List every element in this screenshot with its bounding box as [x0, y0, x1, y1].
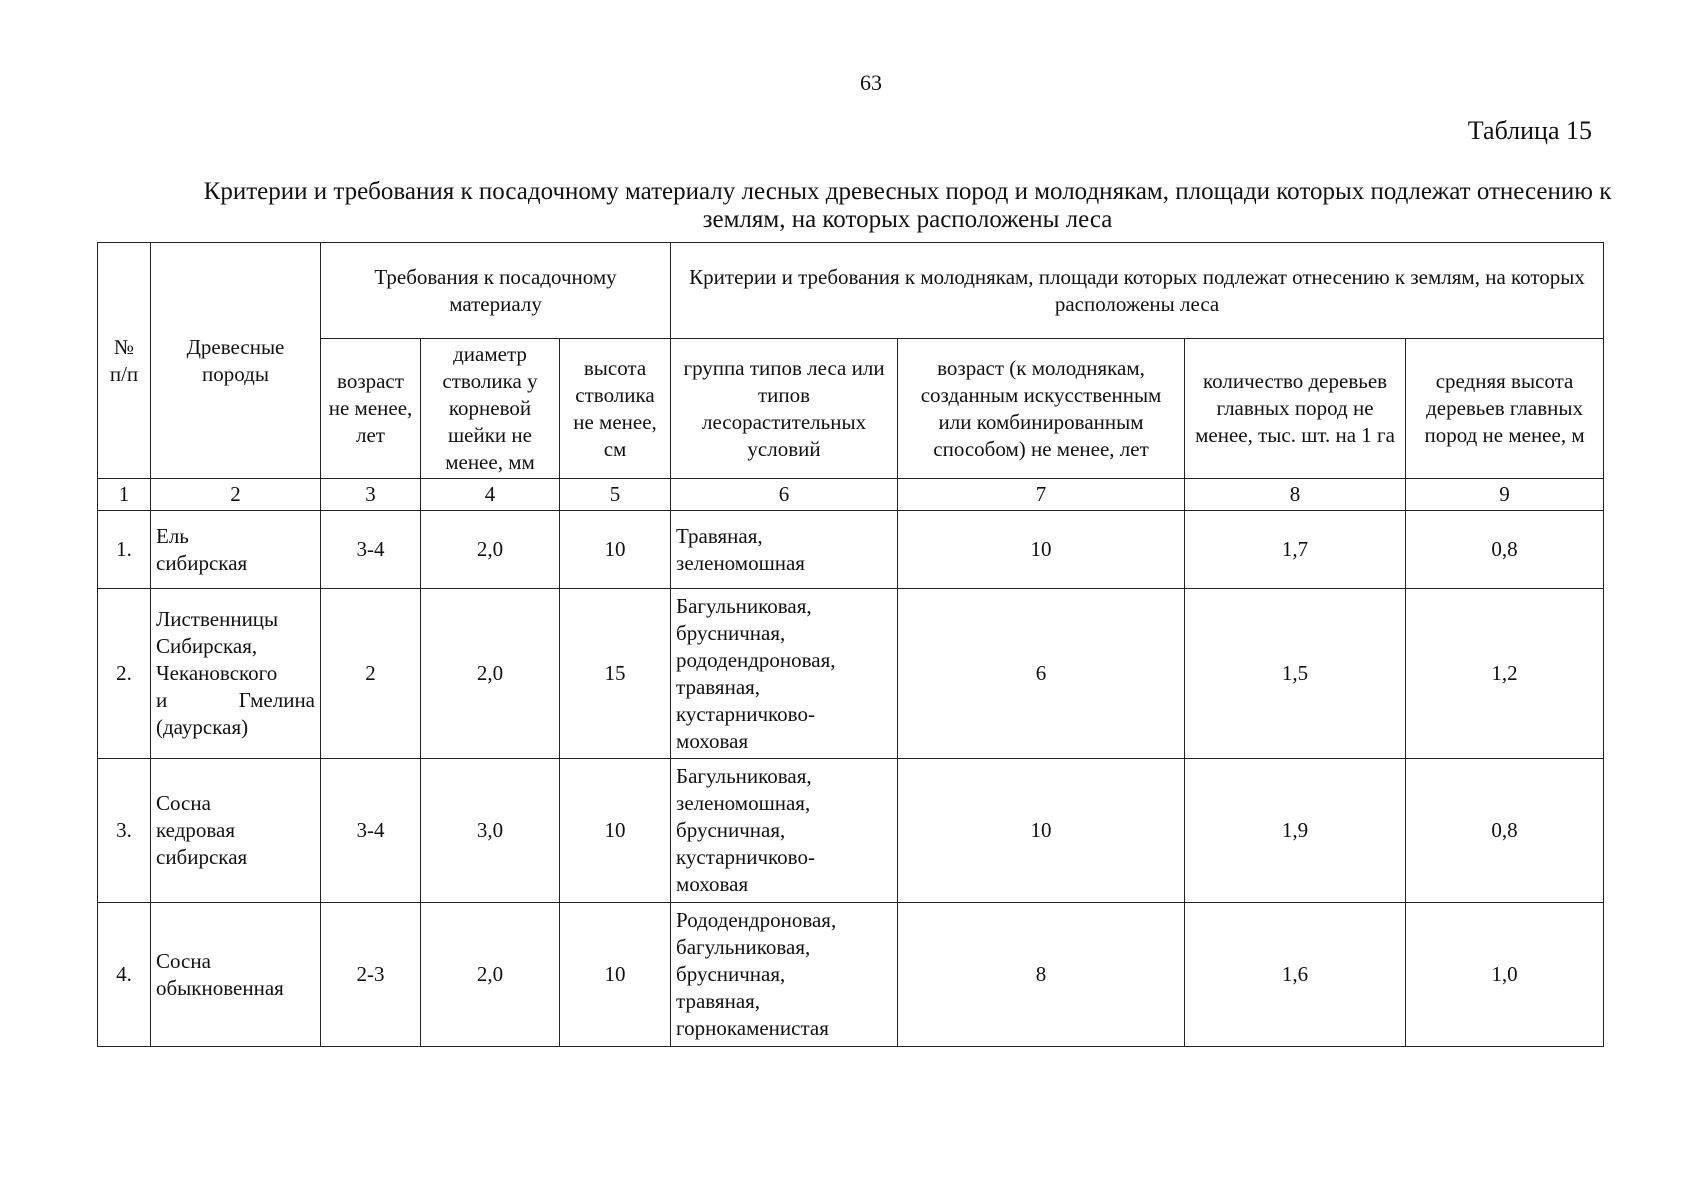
row-tree-count: 1,5 [1185, 589, 1406, 759]
row-height: 10 [560, 511, 671, 589]
row-age: 3-4 [321, 511, 421, 589]
forest-type-line: брусничная, [676, 620, 786, 645]
table-row [98, 511, 1604, 589]
species-line: кедровая [156, 818, 236, 842]
row-species [151, 511, 321, 589]
species-line: сибирская [156, 550, 248, 575]
header-tree-count: количество деревьев главных пород не менее, тыс. шт. на 1 га [1185, 339, 1406, 479]
row-height: 10 [560, 759, 671, 903]
forest-type-line: Рододендроновая, [676, 908, 837, 932]
row-num: 2. [98, 589, 151, 759]
table-row [98, 759, 1604, 903]
column-number: 6 [671, 479, 898, 511]
header-species: Древесные породы [151, 243, 321, 479]
forest-type-line: Багульниковая, [676, 764, 812, 788]
column-number: 2 [151, 479, 321, 511]
row-avg-height: 0,8 [1406, 759, 1604, 903]
column-number: 4 [421, 479, 560, 511]
table-row [98, 903, 1604, 1047]
species-line: Сосна [156, 948, 211, 973]
row-avg-height: 1,0 [1406, 903, 1604, 1047]
forest-type-line: зеленомошная, [676, 791, 811, 815]
row-species [151, 903, 321, 1047]
row-forest-type [671, 589, 898, 759]
column-number-row [98, 479, 1604, 511]
forest-type-line: рододендроновая, [676, 647, 836, 672]
column-number: 9 [1406, 479, 1604, 511]
row-height: 10 [560, 903, 671, 1047]
species-line: и Гмелина [156, 688, 315, 712]
forest-type-line: кустарничково- [676, 701, 815, 726]
forest-type-line: брусничная, [676, 962, 786, 986]
page-number: 63 [860, 70, 882, 95]
forest-type-line: моховая [676, 872, 749, 896]
forest-type-line: брусничная, [676, 818, 786, 842]
header-group-young: Критерии и требования к молоднякам, площади которых подлежат отнесению к землям, на которых расположены леса [671, 243, 1604, 339]
row-tree-count: 1,6 [1185, 903, 1406, 1047]
table-label: Таблица 15 [1467, 116, 1592, 145]
row-height: 15 [560, 589, 671, 759]
row-forest-type [671, 759, 898, 903]
header-forest-type: группа типов леса или типов лесорастительных условий [671, 339, 898, 479]
column-number: 8 [1185, 479, 1406, 511]
species-line: (даурская) [156, 715, 249, 739]
row-young-age: 8 [898, 903, 1185, 1047]
row-age: 2-3 [321, 903, 421, 1047]
species-line: обыкновенная [156, 975, 284, 1000]
species-line: Лиственницы [156, 607, 279, 631]
column-number: 1 [98, 479, 151, 511]
row-tree-count: 1,7 [1185, 511, 1406, 589]
header-age: возраст не менее, лет [321, 339, 421, 479]
header-height: высота стволика не менее, см [560, 339, 671, 479]
forest-type-line: травяная, [676, 674, 761, 699]
row-diameter: 2,0 [421, 511, 560, 589]
row-avg-height: 0,8 [1406, 511, 1604, 589]
row-age: 3-4 [321, 759, 421, 903]
species-line: Сосна [156, 791, 211, 815]
column-number: 7 [898, 479, 1185, 511]
header-young-age: возраст (к молоднякам, созданным искусственным или комбинированным способом) не менее, лет [898, 339, 1185, 479]
forest-type-line: зеленомошная [676, 550, 805, 575]
row-avg-height: 1,2 [1406, 589, 1604, 759]
column-number: 3 [321, 479, 421, 511]
species-line: Чекановского [156, 661, 278, 685]
species-line: сибирская [156, 845, 248, 869]
species-line: Ель [156, 523, 189, 548]
forest-type-line: кустарничково- [676, 845, 815, 869]
row-young-age: 6 [898, 589, 1185, 759]
forest-type-line: Багульниковая, [676, 593, 812, 618]
forest-type-line: моховая [676, 728, 749, 753]
forest-type-line: багульниковая, [676, 935, 811, 959]
table-row [98, 589, 1604, 759]
forest-type-line: Травяная, [676, 523, 763, 548]
column-number: 5 [560, 479, 671, 511]
forest-type-line: горнокаменистая [676, 1016, 829, 1040]
row-num: 4. [98, 903, 151, 1047]
requirements-table [97, 242, 1604, 1047]
header-avg-height: средняя высота деревьев главных пород не менее, м [1406, 339, 1604, 479]
row-diameter: 3,0 [421, 759, 560, 903]
forest-type-line: травяная, [676, 989, 761, 1013]
row-forest-type [671, 511, 898, 589]
header-group-planting: Требования к посадочному материалу [321, 243, 671, 339]
row-num: 1. [98, 511, 151, 589]
row-young-age: 10 [898, 759, 1185, 903]
row-young-age: 10 [898, 511, 1185, 589]
row-num: 3. [98, 759, 151, 903]
table-caption: Критерии и требования к посадочному материалу лесных древесных пород и молоднякам, площади которых подлежат отнесению к землям, на которых расположены леса [203, 178, 1612, 233]
row-species [151, 589, 321, 759]
species-line: Сибирская, [156, 634, 258, 658]
row-forest-type [671, 903, 898, 1047]
row-diameter: 2,0 [421, 903, 560, 1047]
row-species [151, 759, 321, 903]
row-age: 2 [321, 589, 421, 759]
header-num: № п/п [98, 243, 151, 479]
row-diameter: 2,0 [421, 589, 560, 759]
row-tree-count: 1,9 [1185, 759, 1406, 903]
header-diameter: диаметр стволика у корневой шейки не менее, мм [421, 339, 560, 479]
